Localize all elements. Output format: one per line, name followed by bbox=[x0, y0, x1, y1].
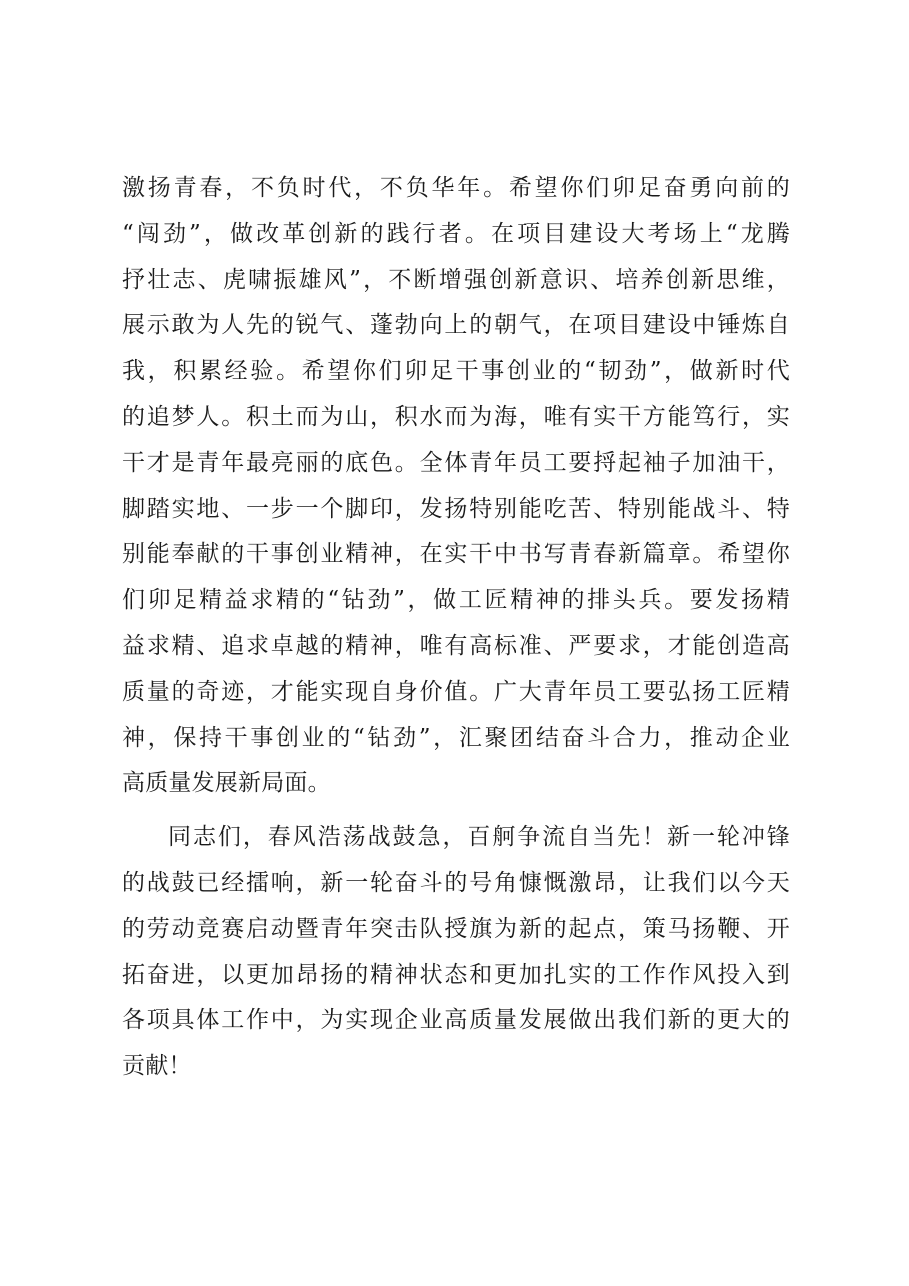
text-line: 的战鼓已经擂响，新一轮奋斗的号角慷慨激昂，让我们以今天 bbox=[122, 869, 790, 896]
text-line: 质量的奇迹，才能实现自身价值。广大青年员工要弘扬工匠精 bbox=[122, 678, 790, 705]
text-line: 拓奋进，以更加昂扬的精神状态和更加扎实的工作作风投入到 bbox=[122, 961, 790, 988]
text-line: 神，保持干事创业的“钻劲”，汇聚团结奋斗合力，推动企业 bbox=[122, 724, 790, 751]
text-line: 各项具体工作中，为实现企业高质量发展做出我们新的更大的 bbox=[122, 1007, 790, 1034]
text-line: 高质量发展新局面。 bbox=[122, 770, 331, 797]
text-line: 的劳动竞赛启动暨青年突击队授旗为新的起点，策马扬鞭、开 bbox=[122, 915, 790, 942]
paragraph-1 bbox=[122, 166, 790, 807]
text-line: 抒壮志、虎啸振雄风”，不断增强创新意识、培养创新思维， bbox=[122, 266, 790, 293]
text-line: 的追梦人。积土而为山，积水而为海，唯有实干方能笃行，实 bbox=[122, 403, 790, 430]
text-line: 脚踏实地、一步一个脚印，发扬特别能吃苦、特别能战斗、特 bbox=[122, 495, 790, 522]
document-body bbox=[122, 166, 790, 1090]
text-line: 我，积累经验。希望你们卯足干事创业的“韧劲”，做新时代 bbox=[122, 358, 790, 385]
text-line: 别能奉献的干事创业精神，在实干中书写青春新篇章。希望你 bbox=[122, 541, 790, 568]
paragraph-spacer bbox=[122, 807, 790, 815]
text-line: 同志们，春风浩荡战鼓急，百舸争流自当先！新一轮冲锋 bbox=[168, 824, 790, 851]
text-line: 展示敢为人先的锐气、蓬勃向上的朝气，在项目建设中锤炼自 bbox=[122, 312, 790, 339]
text-line: “闯劲”，做改革创新的践行者。在项目建设大考场上“龙腾 bbox=[122, 220, 790, 247]
text-line: 贡献！ bbox=[122, 1053, 192, 1080]
text-line: 们卯足精益求精的“钻劲”，做工匠精神的排头兵。要发扬精 bbox=[122, 587, 790, 614]
text-line: 激扬青春，不负时代，不负华年。希望你们卯足奋勇向前的 bbox=[122, 175, 790, 201]
text-line: 干才是青年最亮丽的底色。全体青年员工要捋起袖子加油干， bbox=[122, 449, 790, 476]
paragraph-2 bbox=[122, 815, 790, 1090]
text-line: 益求精、追求卓越的精神，唯有高标准、严要求，才能创造高 bbox=[122, 632, 790, 659]
